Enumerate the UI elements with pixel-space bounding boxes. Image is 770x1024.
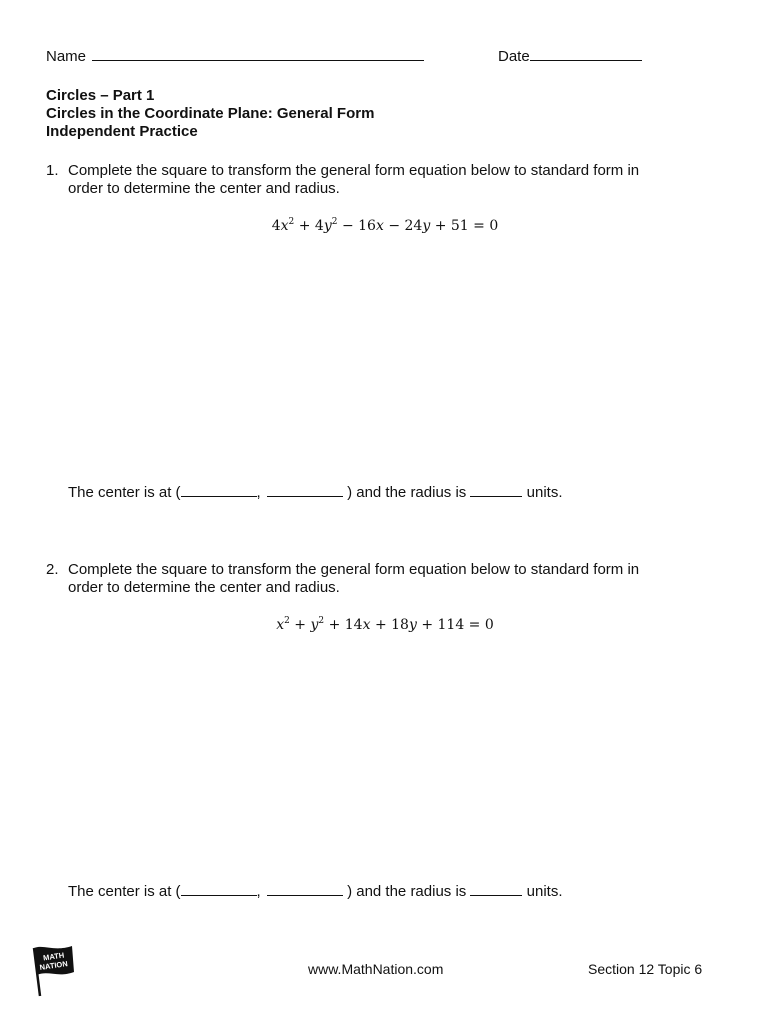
radius-blank[interactable] <box>470 883 522 896</box>
answer-suffix: units. <box>526 484 563 501</box>
answer-line <box>68 882 563 901</box>
center-y-blank[interactable] <box>267 883 343 896</box>
title-subtopic: Circles in the Coordinate Plane: General Form <box>46 105 375 122</box>
center-y-blank[interactable] <box>267 484 343 497</box>
date-field[interactable] <box>498 47 642 66</box>
flag-icon <box>30 942 76 998</box>
equation: $x^2 + y^2 + 14x + 18y + 114 = 0$ <box>276 616 494 633</box>
footer-section: Section 12 Topic 6 <box>588 961 703 977</box>
math-nation-logo <box>30 942 76 998</box>
answer-mid: ) and the radius is <box>347 883 467 900</box>
equation: $4x^2 + 4y^2 - 16x - 24y + 51 = 0$ <box>271 217 499 234</box>
footer-website[interactable]: www.MathNation.com <box>308 961 444 977</box>
answer-prefix: The center is at ( <box>68 883 181 900</box>
answer-comma: , <box>256 484 261 501</box>
svg-text:MATH: MATH <box>42 950 65 963</box>
problem-instruction: Complete the square to transform the general form equation below to standard form in <box>68 162 640 179</box>
answer-suffix: units. <box>526 883 563 900</box>
svg-text:NATION: NATION <box>39 959 69 972</box>
answer-mid: ) and the radius is <box>347 484 467 501</box>
answer-line <box>68 483 563 502</box>
date-label: Date <box>498 48 530 65</box>
name-field[interactable] <box>46 47 424 66</box>
problem-number: 1. <box>46 162 59 179</box>
problem-number: 2. <box>46 561 59 578</box>
answer-prefix: The center is at ( <box>68 484 181 501</box>
name-label: Name <box>46 48 87 65</box>
radius-blank[interactable] <box>470 484 522 497</box>
name-blank[interactable] <box>92 47 424 61</box>
title-topic: Circles – Part 1 <box>46 87 155 104</box>
date-blank[interactable] <box>530 47 642 61</box>
problem-instruction: order to determine the center and radius. <box>68 579 340 596</box>
answer-comma: , <box>256 883 261 900</box>
problem-instruction: Complete the square to transform the general form equation below to standard form in <box>68 561 640 578</box>
title-practice: Independent Practice <box>46 123 198 140</box>
problem-instruction: order to determine the center and radius. <box>68 180 340 197</box>
center-x-blank[interactable] <box>181 883 257 896</box>
center-x-blank[interactable] <box>181 484 257 497</box>
